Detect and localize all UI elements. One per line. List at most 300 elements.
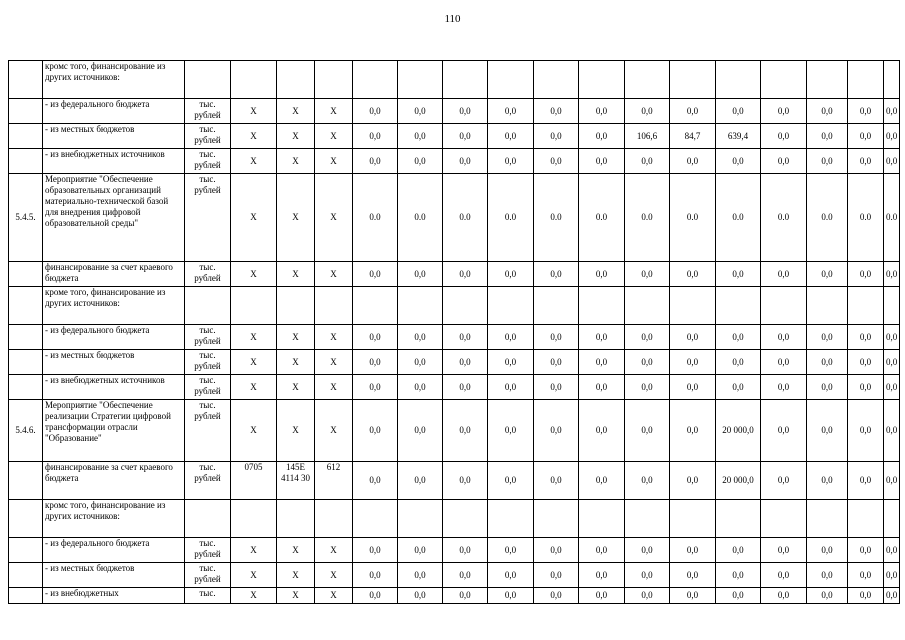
value-cell: 0,0 [716,563,761,588]
value-cell: 0,0 [579,588,625,604]
budget-code-cell [231,61,277,99]
row-number-cell [9,538,43,563]
unit-cell: тыс. рублей [185,462,231,500]
budget-code-cell: X [315,350,353,375]
value-cell: 0,0 [807,124,848,149]
value-cell: 0,0 [488,400,534,462]
value-cell [884,500,900,538]
value-cell: 0,0 [579,563,625,588]
value-cell: 0,0 [807,375,848,400]
value-cell [761,61,807,99]
budget-code-cell: X [277,400,315,462]
value-cell: 0,0 [761,99,807,124]
value-cell: 0,0 [884,462,900,500]
row-number-cell [9,588,43,604]
value-cell: 0,0 [716,262,761,287]
value-cell: 0,0 [488,124,534,149]
value-cell: 0,0 [761,563,807,588]
description-cell: кромс того, финансирование из других источников: [43,500,185,538]
value-cell: 0.0 [716,174,761,262]
value-cell: 0,0 [670,375,716,400]
value-cell [625,61,670,99]
value-cell: 0,0 [353,325,398,350]
value-cell [579,500,625,538]
budget-code-cell: X [231,588,277,604]
value-cell: 0,0 [884,563,900,588]
budget-code-cell: X [315,99,353,124]
description-cell: финансирование за счет краевого бюджета [43,262,185,287]
value-cell: 0,0 [534,99,579,124]
value-cell: 0,0 [807,462,848,500]
unit-cell [185,61,231,99]
budget-code-cell: X [277,588,315,604]
row-number-cell [9,262,43,287]
value-cell: 0,0 [625,538,670,563]
budget-code-cell: X [231,375,277,400]
value-cell [579,287,625,325]
value-cell: 0,0 [848,588,884,604]
value-cell: 0,0 [848,563,884,588]
value-cell: 20 000,0 [716,462,761,500]
value-cell: 0,0 [579,462,625,500]
budget-code-cell: X [231,538,277,563]
budget-code-cell: X [277,375,315,400]
value-cell: 0,0 [443,400,488,462]
value-cell [443,500,488,538]
value-cell: 0,0 [579,149,625,174]
unit-cell [185,500,231,538]
value-cell [670,500,716,538]
budget-code-cell: X [315,149,353,174]
value-cell: 0,0 [488,563,534,588]
unit-cell: тыс. рублей [185,350,231,375]
budget-code-cell: X [231,400,277,462]
budget-code-cell: X [231,174,277,262]
value-cell: 0,0 [443,149,488,174]
value-cell: 0,0 [761,262,807,287]
table-row [9,462,900,500]
value-cell: 0,0 [761,124,807,149]
value-cell: 106,6 [625,124,670,149]
value-cell: 0,0 [884,325,900,350]
value-cell: 0,0 [534,538,579,563]
budget-code-cell [231,287,277,325]
budget-code-cell: X [231,325,277,350]
table-row [9,61,900,99]
value-cell [848,287,884,325]
value-cell: 0,0 [625,563,670,588]
page-number: 110 [444,13,461,25]
value-cell: 0,0 [848,350,884,375]
value-cell [625,500,670,538]
value-cell: 20 000,0 [716,400,761,462]
value-cell: 0,0 [534,124,579,149]
value-cell: 0,0 [761,462,807,500]
value-cell: 0,0 [398,375,443,400]
value-cell: 0,0 [488,538,534,563]
value-cell [761,500,807,538]
value-cell: 0,0 [761,375,807,400]
value-cell: 0,0 [848,325,884,350]
value-cell: 0,0 [443,538,488,563]
value-cell: 0,0 [443,325,488,350]
value-cell: 0,0 [443,262,488,287]
value-cell: 0,0 [761,538,807,563]
value-cell: 0,0 [884,149,900,174]
value-cell [579,61,625,99]
value-cell [488,287,534,325]
value-cell: 0,0 [807,563,848,588]
value-cell [443,287,488,325]
budget-code-cell: X [277,262,315,287]
value-cell: 0,0 [848,538,884,563]
table-row [9,325,900,350]
budget-code-cell: X [315,375,353,400]
budget-table [8,60,900,604]
budget-code-cell [315,287,353,325]
table-row [9,262,900,287]
value-cell: 0,0 [670,462,716,500]
value-cell [534,500,579,538]
unit-cell: тыс. [185,588,231,604]
value-cell: 0,0 [398,462,443,500]
value-cell: 0,0 [807,400,848,462]
description-cell: - из внебюджетных источников [43,149,185,174]
value-cell: 0,0 [579,262,625,287]
row-number-cell [9,149,43,174]
value-cell: 0.0 [488,174,534,262]
table-row [9,538,900,563]
row-number-cell [9,287,43,325]
budget-code-cell: X [277,538,315,563]
budget-code-cell [277,500,315,538]
value-cell: 0,0 [353,462,398,500]
value-cell: 0,0 [443,99,488,124]
value-cell: 0,0 [488,99,534,124]
value-cell: 0,0 [761,588,807,604]
value-cell [761,287,807,325]
value-cell: 0,0 [488,375,534,400]
unit-cell: тыс. рублей [185,149,231,174]
value-cell: 0.0 [807,174,848,262]
value-cell: 0,0 [670,400,716,462]
value-cell: 0.0 [761,174,807,262]
value-cell: 0,0 [398,325,443,350]
value-cell: 0,0 [534,149,579,174]
value-cell: 0,0 [534,350,579,375]
value-cell: 0.0 [353,174,398,262]
value-cell: 0,0 [534,375,579,400]
budget-code-cell: X [231,99,277,124]
table-row [9,174,900,262]
unit-cell: тыс. рублей [185,99,231,124]
value-cell: 0,0 [884,375,900,400]
value-cell: 0.0 [579,174,625,262]
value-cell: 0,0 [761,350,807,375]
value-cell: 0,0 [807,350,848,375]
budget-code-cell [231,500,277,538]
description-cell: - из внебюджетных источников [43,375,185,400]
value-cell: 0,0 [716,375,761,400]
value-cell: 0,0 [398,99,443,124]
budget-code-cell: X [315,588,353,604]
budget-code-cell [315,500,353,538]
value-cell: 0,0 [443,563,488,588]
row-number-cell [9,375,43,400]
budget-code-cell: X [231,149,277,174]
value-cell: 84,7 [670,124,716,149]
value-cell: 0,0 [625,588,670,604]
value-cell [716,287,761,325]
value-cell: 0,0 [579,400,625,462]
value-cell: 0,0 [807,538,848,563]
value-cell: 0,0 [670,563,716,588]
budget-code-cell: X [277,149,315,174]
value-cell: 0,0 [534,400,579,462]
value-cell: 0,0 [625,375,670,400]
value-cell: 0,0 [353,149,398,174]
description-cell: - из местных бюджетов [43,124,185,149]
value-cell [807,500,848,538]
value-cell: 0,0 [353,538,398,563]
value-cell: 0,0 [488,149,534,174]
value-cell: 0,0 [579,375,625,400]
table-row [9,500,900,538]
description-cell: Мероприятие "Обеспечение образовательных организаций материально-технической базой для внедрения цифровой образовательной среды" [43,174,185,262]
budget-code-cell: X [277,99,315,124]
row-number-cell [9,124,43,149]
description-cell: финансирование за счет краевого бюджета [43,462,185,500]
value-cell: 0,0 [488,262,534,287]
row-number-cell [9,563,43,588]
budget-code-cell: X [231,350,277,375]
value-cell: 0,0 [884,262,900,287]
value-cell [443,61,488,99]
value-cell [884,287,900,325]
value-cell: 0,0 [884,538,900,563]
value-cell: 0,0 [353,563,398,588]
value-cell: 0,0 [848,375,884,400]
budget-code-cell: X [315,563,353,588]
table-row [9,563,900,588]
value-cell: 0,0 [807,99,848,124]
value-cell [807,61,848,99]
value-cell: 0,0 [670,325,716,350]
value-cell: 0,0 [716,149,761,174]
value-cell: 0,0 [579,99,625,124]
value-cell: 0,0 [488,350,534,375]
value-cell: 0,0 [353,588,398,604]
budget-code-cell [277,287,315,325]
description-cell: - из федерального бюджета [43,325,185,350]
value-cell: 0.0 [534,174,579,262]
value-cell: 0.0 [398,174,443,262]
row-number-cell [9,350,43,375]
budget-code-cell [315,61,353,99]
value-cell: 0,0 [398,262,443,287]
description-cell: - из местных бюджетов [43,563,185,588]
value-cell: 0,0 [670,350,716,375]
value-cell: 0,0 [625,262,670,287]
budget-code-cell: 612 [315,462,353,500]
table-row [9,149,900,174]
unit-cell: тыс. рублей [185,375,231,400]
row-number-cell: 5.4.6. [9,400,43,462]
table-row [9,350,900,375]
value-cell: 0,0 [443,588,488,604]
budget-code-cell: X [231,563,277,588]
value-cell: 0,0 [579,124,625,149]
value-cell: 0.0 [443,174,488,262]
unit-cell: тыс. рублей [185,262,231,287]
value-cell: 0,0 [670,588,716,604]
value-cell: 0,0 [625,149,670,174]
table-row [9,375,900,400]
value-cell: 0,0 [761,325,807,350]
value-cell: 0,0 [670,538,716,563]
value-cell [716,61,761,99]
unit-cell [185,287,231,325]
value-cell: 0,0 [534,462,579,500]
row-number-cell [9,325,43,350]
value-cell [625,287,670,325]
value-cell: 0,0 [848,262,884,287]
value-cell: 0,0 [884,400,900,462]
value-cell [353,287,398,325]
value-cell: 0,0 [534,563,579,588]
value-cell: 0,0 [761,400,807,462]
value-cell [353,61,398,99]
value-cell: 0,0 [534,325,579,350]
description-cell: - из федерального бюджета [43,538,185,563]
value-cell: 0,0 [353,375,398,400]
value-cell: 0,0 [443,124,488,149]
budget-code-cell [277,61,315,99]
value-cell: 0,0 [848,462,884,500]
value-cell: 0,0 [625,99,670,124]
description-cell: - из федерального бюджета [43,99,185,124]
value-cell: 0,0 [625,400,670,462]
value-cell: 0,0 [443,375,488,400]
value-cell: 0,0 [884,588,900,604]
value-cell: 0,0 [716,350,761,375]
value-cell: 0,0 [625,462,670,500]
value-cell: 0,0 [398,538,443,563]
description-cell: кромс того, финансирование из других источников: [43,61,185,99]
value-cell: 0,0 [670,99,716,124]
value-cell: 0.0 [670,174,716,262]
budget-code-cell: 0705 [231,462,277,500]
table-row [9,124,900,149]
budget-code-cell: X [277,325,315,350]
row-number-cell [9,462,43,500]
budget-code-cell: X [315,174,353,262]
value-cell: 0,0 [716,538,761,563]
unit-cell: тыс. рублей [185,124,231,149]
budget-code-cell: X [315,262,353,287]
value-cell: 0,0 [716,325,761,350]
unit-cell: тыс. рублей [185,563,231,588]
value-cell [398,500,443,538]
value-cell: 0,0 [848,149,884,174]
unit-cell: тыс. рублей [185,174,231,262]
value-cell: 0,0 [353,400,398,462]
table-row [9,99,900,124]
value-cell [716,500,761,538]
value-cell: 0,0 [443,462,488,500]
value-cell: 0,0 [353,262,398,287]
budget-code-cell: X [277,124,315,149]
value-cell: 0,0 [884,124,900,149]
budget-code-cell: X [315,538,353,563]
value-cell: 0,0 [579,325,625,350]
value-cell: 0,0 [579,538,625,563]
value-cell [848,61,884,99]
table-row [9,400,900,462]
value-cell: 0,0 [398,563,443,588]
value-cell: 0,0 [488,462,534,500]
budget-code-cell: X [231,262,277,287]
value-cell: 0,0 [353,350,398,375]
value-cell [488,500,534,538]
unit-cell: тыс. рублей [185,538,231,563]
value-cell [398,61,443,99]
budget-code-cell: 145E 4114 30 [277,462,315,500]
value-cell [670,61,716,99]
row-number-cell [9,61,43,99]
value-cell: 0,0 [848,400,884,462]
budget-code-cell: X [231,124,277,149]
value-cell: 0.0 [848,174,884,262]
value-cell [534,287,579,325]
budget-code-cell: X [315,400,353,462]
value-cell: 0,0 [848,99,884,124]
budget-code-cell: X [277,350,315,375]
value-cell: 0,0 [670,149,716,174]
budget-code-cell: X [277,563,315,588]
value-cell: 0.0 [625,174,670,262]
value-cell: 0,0 [625,350,670,375]
value-cell: 0,0 [716,588,761,604]
budget-code-cell: X [315,124,353,149]
unit-cell: тыс. рублей [185,400,231,462]
row-number-cell: 5.4.5. [9,174,43,262]
budget-code-cell: X [277,174,315,262]
value-cell: 0,0 [534,262,579,287]
value-cell: 0,0 [398,350,443,375]
value-cell [398,287,443,325]
value-cell: 0,0 [807,262,848,287]
value-cell: 0,0 [398,400,443,462]
value-cell: 0,0 [884,350,900,375]
value-cell [884,61,900,99]
description-cell: Мероприятие "Обеспечение реализации Стратегии цифровой трансформации отрасли "Образование" [43,400,185,462]
value-cell: 0,0 [398,124,443,149]
row-number-cell [9,500,43,538]
value-cell [353,500,398,538]
value-cell: 0,0 [884,99,900,124]
value-cell: 0,0 [848,124,884,149]
value-cell: 0,0 [488,325,534,350]
value-cell: 0,0 [488,588,534,604]
value-cell: 0.0 [884,174,900,262]
value-cell [670,287,716,325]
value-cell: 0,0 [353,124,398,149]
description-cell: - из местных бюджетов [43,350,185,375]
table-row [9,588,900,604]
value-cell [534,61,579,99]
value-cell: 639,4 [716,124,761,149]
